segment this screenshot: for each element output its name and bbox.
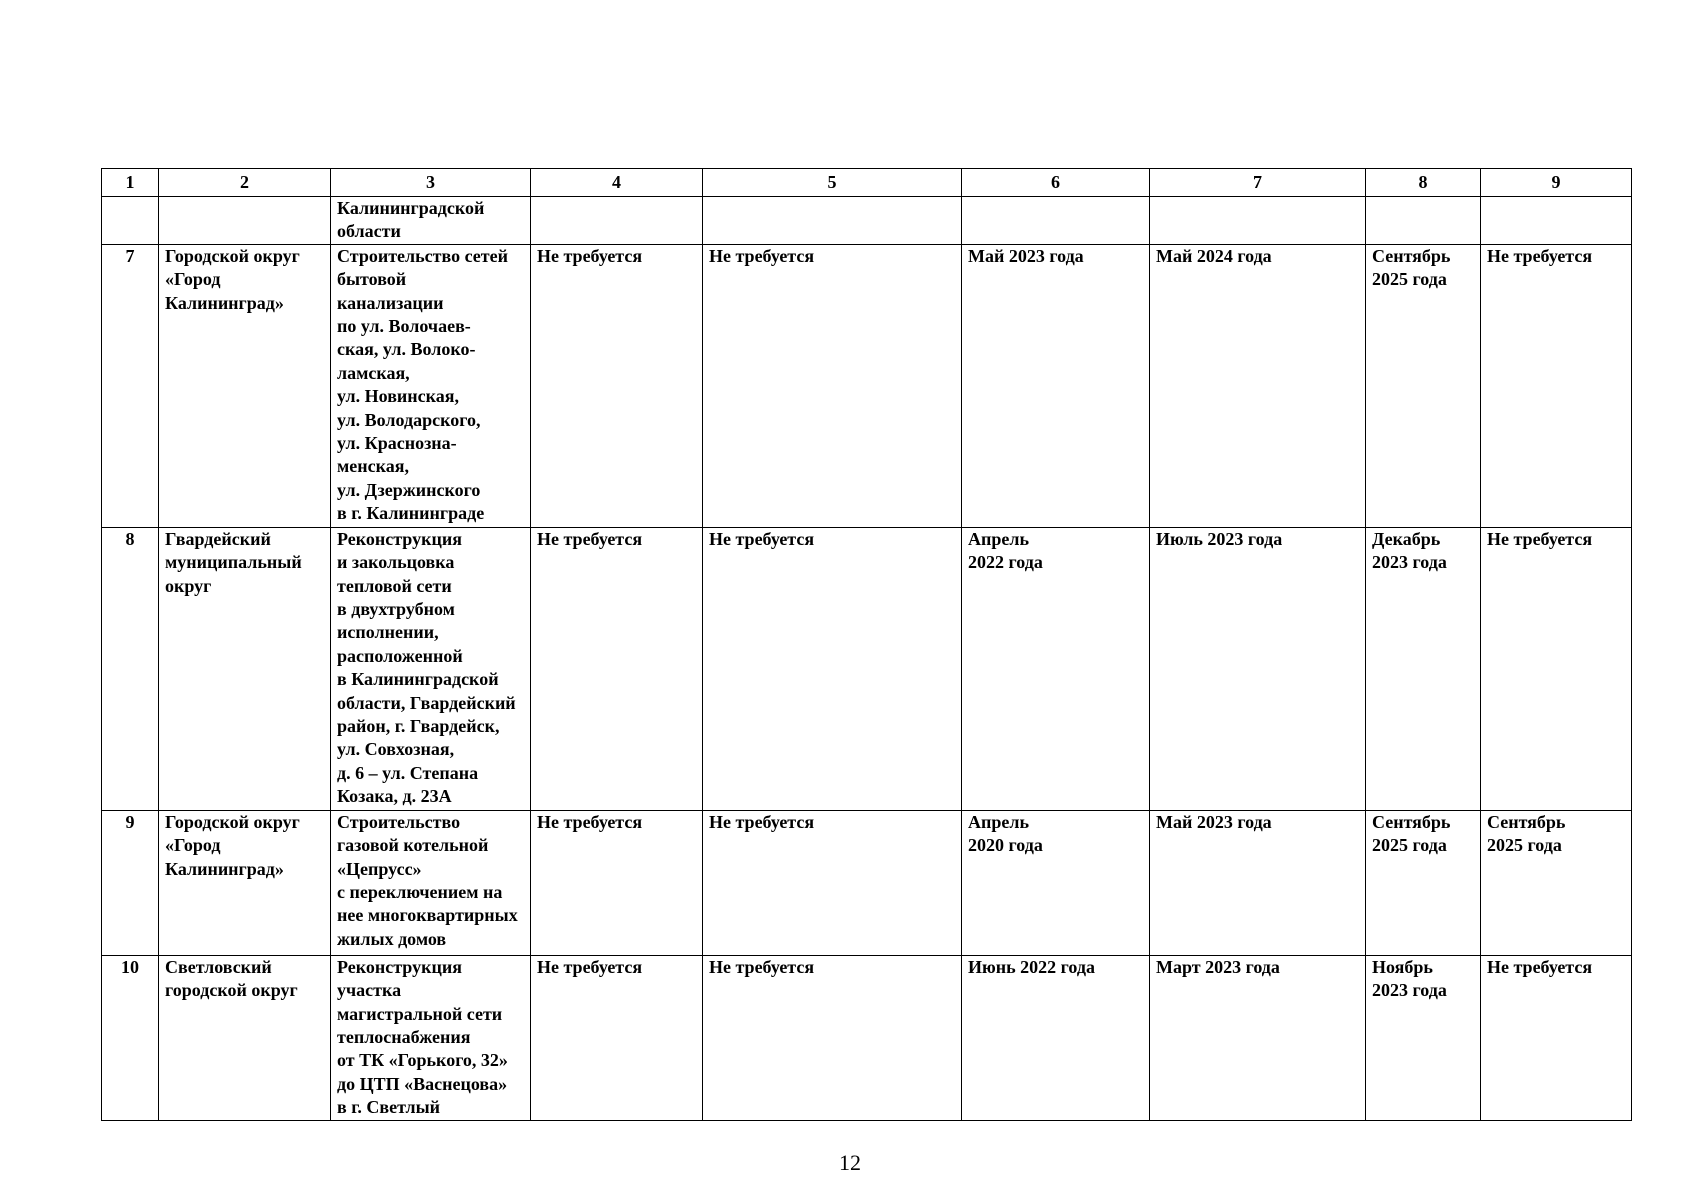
header-row: [102, 169, 1632, 197]
project-cell: Строительство газовой котельной «Цепрусс» с переключением на нее многоквартирных жилых домов: [331, 810, 531, 955]
column-header: 8: [1366, 169, 1481, 197]
table-cell: Не требуется: [703, 244, 962, 527]
column-header: 1: [102, 169, 159, 197]
column-header: 7: [1150, 169, 1366, 197]
project-cell: Строительство сетей бытовой канализации по ул. Волочаев- ская, ул. Волоко- ламская, ул. Новинская, ул. Володарского, ул. Краснозна- менская, ул. Дзержинского в г. Калининграде: [331, 244, 531, 527]
table-cell: Не требуется: [703, 810, 962, 955]
table-cell: [703, 197, 962, 245]
row-number: [102, 197, 159, 245]
municipality-cell: Городской округ «Город Калининград»: [159, 810, 331, 955]
table-cell: Апрель 2022 года: [962, 527, 1150, 810]
table-cell: [962, 197, 1150, 245]
table-cell: Не требуется: [1481, 244, 1632, 527]
column-header: 5: [703, 169, 962, 197]
row-number: 8: [102, 527, 159, 810]
table-cell: Июль 2023 года: [1150, 527, 1366, 810]
project-cell: Калининградской области: [331, 197, 531, 245]
row-number: 9: [102, 810, 159, 955]
page-number: 12: [839, 1150, 861, 1175]
table-row: [102, 810, 1632, 955]
table-row: [102, 955, 1632, 1120]
municipality-cell: Городской округ «Город Калининград»: [159, 244, 331, 527]
row-number: 7: [102, 244, 159, 527]
table-cell: Не требуется: [531, 244, 703, 527]
table-cell: [1481, 197, 1632, 245]
table-cell: Не требуется: [531, 955, 703, 1120]
table-cell: Май 2023 года: [962, 244, 1150, 527]
row-number: 10: [102, 955, 159, 1120]
projects-table: [101, 168, 1632, 1121]
table-cell: Не требуется: [1481, 527, 1632, 810]
column-header: 9: [1481, 169, 1632, 197]
municipality-cell: Светловский городской округ: [159, 955, 331, 1120]
table-row: [102, 197, 1632, 245]
table-cell: Июнь 2022 года: [962, 955, 1150, 1120]
municipality-cell: Гвардейский муниципальный округ: [159, 527, 331, 810]
column-header: 4: [531, 169, 703, 197]
table-cell: Март 2023 года: [1150, 955, 1366, 1120]
column-header: 2: [159, 169, 331, 197]
table-row: [102, 244, 1632, 527]
table-cell: Сентябрь 2025 года: [1366, 810, 1481, 955]
table-cell: Не требуется: [703, 527, 962, 810]
table-cell: Не требуется: [703, 955, 962, 1120]
table-cell: Май 2024 года: [1150, 244, 1366, 527]
table-cell: Сентябрь 2025 года: [1481, 810, 1632, 955]
table-row: [102, 527, 1632, 810]
table-cell: Не требуется: [531, 810, 703, 955]
table-cell: [1366, 197, 1481, 245]
table-cell: Не требуется: [1481, 955, 1632, 1120]
table-cell: Ноябрь 2023 года: [1366, 955, 1481, 1120]
table-cell: Не требуется: [531, 527, 703, 810]
table-cell: Май 2023 года: [1150, 810, 1366, 955]
column-header: 3: [331, 169, 531, 197]
column-header: 6: [962, 169, 1150, 197]
table-cell: Апрель 2020 года: [962, 810, 1150, 955]
table-cell: [1150, 197, 1366, 245]
project-cell: Реконструкция и закольцовка тепловой сети в двухтрубном исполнении, расположенной в Калининградской области, Гвардейский район, г. Гвардейск, ул. Совхозная, д. 6 – ул. Степана Козака, д. 23А: [331, 527, 531, 810]
project-cell: Реконструкция участка магистральной сети теплоснабжения от ТК «Горького, 32» до ЦТП «Васнецова» в г. Светлый: [331, 955, 531, 1120]
table-cell: [531, 197, 703, 245]
municipality-cell: [159, 197, 331, 245]
table-cell: Декабрь 2023 года: [1366, 527, 1481, 810]
table-cell: Сентябрь 2025 года: [1366, 244, 1481, 527]
